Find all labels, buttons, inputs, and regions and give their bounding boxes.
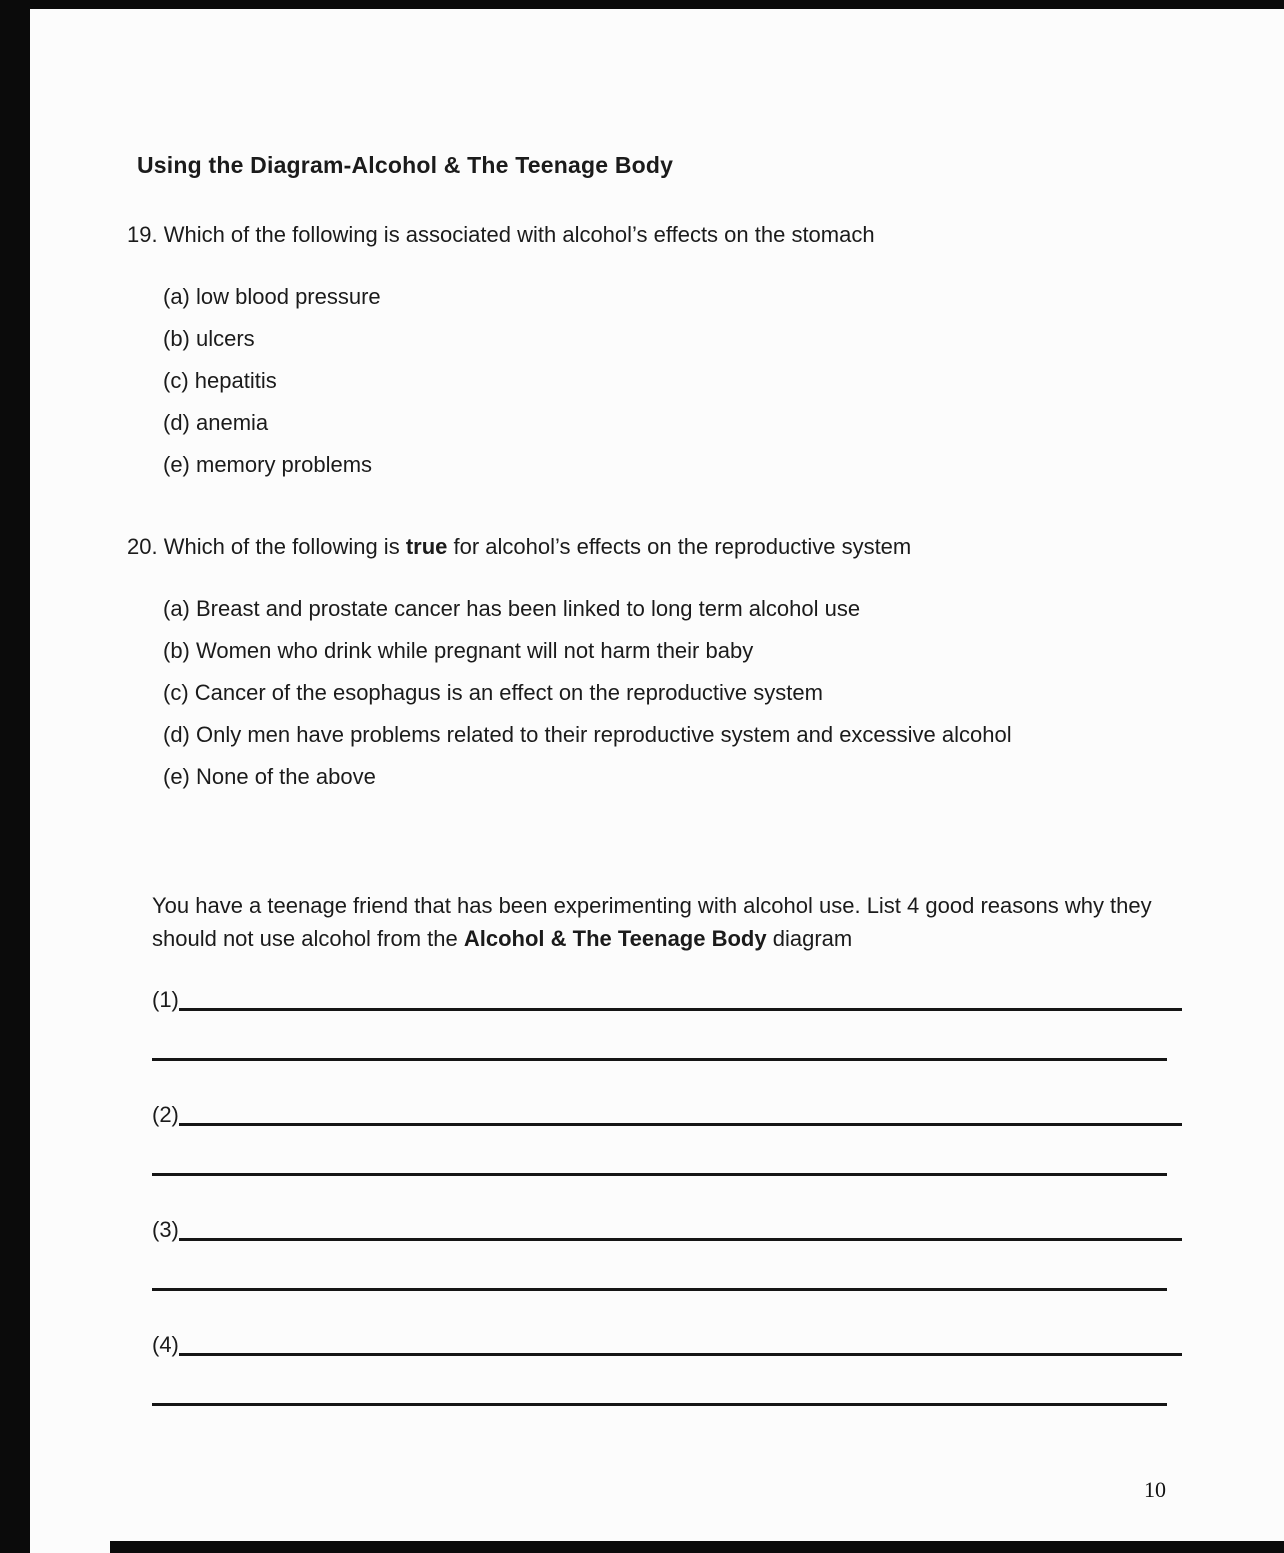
question-19 [127,221,1192,477]
section-heading: Using the Diagram-Alcohol & The Teenage Body [137,152,674,178]
question-20 [127,533,1192,789]
answer-blank-1-label: (1) [152,987,179,1012]
question-20-option-b: (b) Women who drink while pregnant will not harm their baby [163,638,754,663]
answer-blank-2 [152,1098,1182,1176]
question-19-option-e: (e) memory problems [163,452,373,477]
question-19-option-c: (c) hepatitis [163,368,277,393]
scan-edge-bottom [110,1541,1284,1553]
answer-blank-4-line2 [152,1403,1167,1406]
answer-blank-1 [152,983,1182,1061]
question-20-option-a: (a) Breast and prostate cancer has been linked to long term alcohol use [163,596,861,621]
question-19-option-d: (d) anemia [163,410,269,435]
question-20-option-e: (e) None of the above [163,764,376,789]
answer-blanks [152,983,1182,1406]
page-number: 10 [1144,1477,1166,1502]
question-20-text-post: for alcohol’s effects on the reproductive system [447,534,912,559]
answer-blank-2-line [179,1123,1182,1126]
worksheet-content [127,152,1192,1443]
answer-blank-4-row [152,1328,1182,1358]
scan-edge-left [0,0,30,1553]
question-19-option-b: (b) ulcers [163,326,255,351]
answer-blank-4-label: (4) [152,1332,179,1357]
question-20-text [127,533,1192,560]
answer-blank-3-line2 [152,1288,1167,1291]
answer-blank-4 [152,1328,1182,1406]
answer-blank-1-line2 [152,1058,1167,1061]
prompt-bold-title: Alcohol & The Teenage Body [463,926,767,951]
prompt-text-post: diagram [766,926,853,951]
answer-blank-3-label: (3) [152,1217,179,1242]
answer-blank-2-label: (2) [152,1102,179,1127]
prompt-text-pre: You have a teenage friend that has been experimenting with alcohol use. List 4 good reasons why they should not use alcohol from the [152,893,1152,951]
answer-blank-1-line [179,1008,1182,1011]
answer-blank-3 [152,1213,1182,1291]
question-20-text-pre: 20. Which of the following is [127,534,406,559]
question-20-bold-term: true [405,534,448,559]
answer-blank-3-line [179,1238,1182,1241]
question-19-options [163,284,1192,477]
answer-blank-3-row [152,1213,1182,1243]
question-19-option-a: (a) low blood pressure [163,284,381,309]
answer-blank-4-line [179,1353,1182,1356]
question-20-options [163,596,1192,789]
scan-edge-top [0,0,1284,9]
list-reasons-prompt [152,889,1170,955]
answer-blank-2-line2 [152,1173,1167,1176]
question-20-option-c: (c) Cancer of the esophagus is an effect on the reproductive system [163,680,823,705]
question-20-option-d: (d) Only men have problems related to their reproductive system and excessive alcohol [163,722,1012,747]
answer-blank-2-row [152,1098,1182,1128]
question-19-text: 19. Which of the following is associated with alcohol’s effects on the stomach [127,222,875,247]
answer-blank-1-row [152,983,1182,1013]
